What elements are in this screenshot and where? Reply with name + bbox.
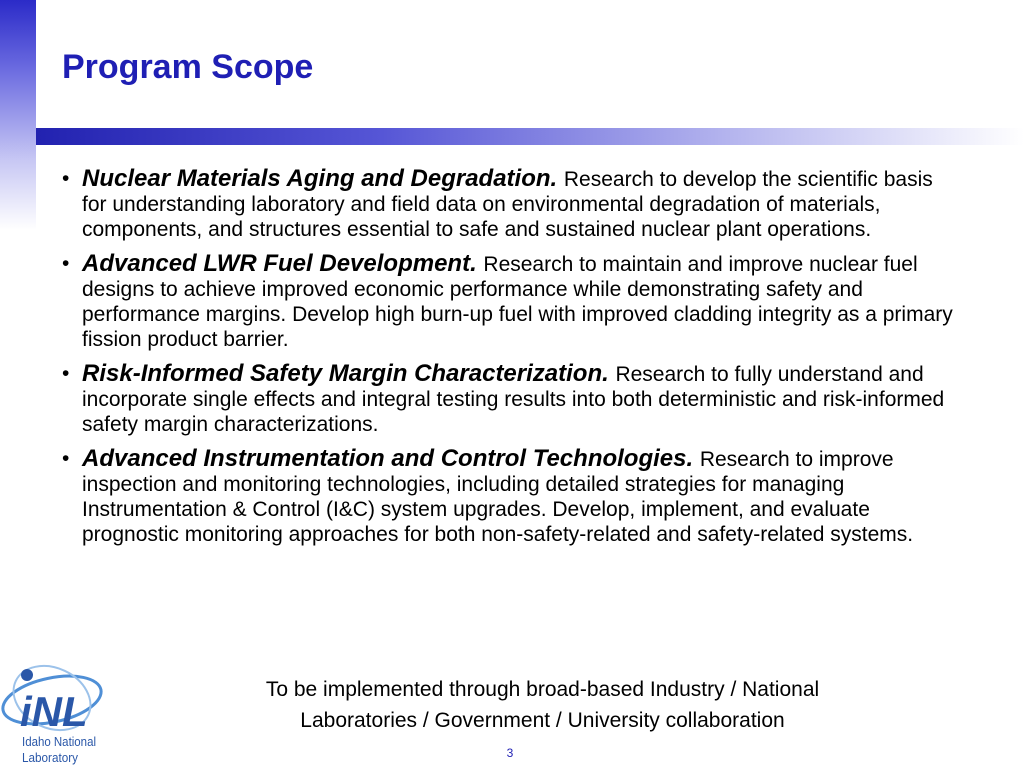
logo-mark: iNL [20, 688, 88, 735]
bullet-symbol: • [62, 362, 70, 385]
bullet-item-materials-aging [62, 166, 962, 242]
bullet-heading: Advanced Instrumentation and Control Technologies. [82, 445, 700, 472]
bullet-heading: Risk-Informed Safety Margin Characterization. [82, 360, 616, 387]
footer-note [180, 674, 905, 736]
left-accent-gradient [0, 0, 36, 230]
bullet-list [62, 166, 962, 556]
bullet-text: Research to maintain and improve nuclear fuel designs to achieve improved economic performance while demonstrating safety and performance margins. Develop high burn-up fuel with improved cladding integrity as a primary fission product barrier. [82, 253, 953, 351]
title-underline-bar [36, 128, 1024, 145]
bullet-symbol: • [62, 167, 70, 190]
bullet-item-lwr-fuel [62, 251, 962, 352]
footer-line-1: To be implemented through broad-based Industry / National [265, 678, 820, 701]
page-number: 3 [506, 746, 514, 760]
bullet-heading: Advanced LWR Fuel Development. [82, 250, 484, 277]
logo-name-line-1: Idaho National [22, 734, 97, 749]
inl-logo-icon [0, 664, 118, 768]
bullet-text: Research to improve inspection and monitoring technologies, including detailed strategies for managing Instrumentation & Control (I&C) system upgrades. Develop, implement, and evaluate prognostic monitoring approaches for both non-safety-related and safety-related systems. [82, 448, 914, 546]
bullet-item-safety-margin [62, 361, 962, 437]
bullet-heading: Nuclear Materials Aging and Degradation. [82, 165, 564, 192]
bullet-symbol: • [62, 252, 70, 275]
inl-logo [0, 664, 118, 768]
logo-name-line-2: Laboratory [22, 750, 79, 765]
slide-title: Program Scope [62, 48, 314, 86]
footer-line-2: Laboratories / Government / University collaboration [300, 709, 785, 732]
bullet-text: Research to develop the scientific basis for understanding laboratory and field data on environmental degradation of materials, components, and structures essential to safe and sustained nuclear plant operations. [82, 168, 933, 241]
bullet-symbol: • [62, 447, 70, 470]
bullet-item-instrumentation-control [62, 446, 962, 547]
bullet-text: Research to fully understand and incorporate single effects and integral testing results into both deterministic and risk-informed safety margin characterizations. [82, 363, 945, 436]
